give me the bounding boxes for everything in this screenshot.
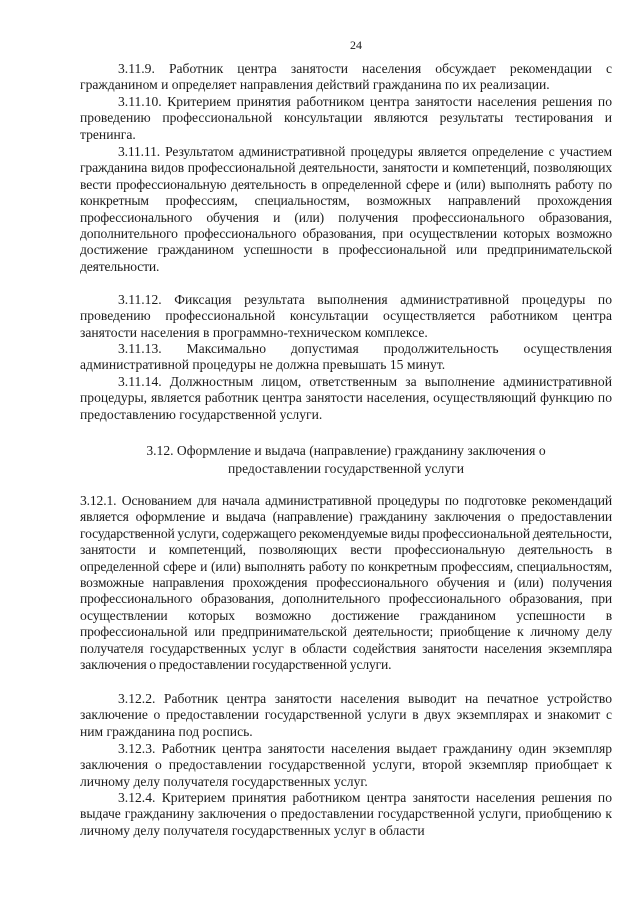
document-page (80, 0, 612, 905)
paragraph-3-11-12: 3.11.12. Фиксация результата выполнения административной процедуры по проведению профессиональной консультации осуществляется работником центра занятости населения в программно-техническом комплексе. (80, 292, 612, 340)
paragraph-3-11-10: 3.11.10. Критерием принятия работником центра занятости населения решения по проведению профессиональной консультации являются результаты тестирования и тренинга. (80, 94, 612, 142)
paragraph-3-11-9: 3.11.9. Работник центра занятости населения обсуждает рекомендации с гражданином и определяет направления действий гражданина по их реализации. (80, 61, 612, 93)
paragraph-3-11-14: 3.11.14. Должностным лицом, ответственным за выполнение административной процедуры, является работник центра занятости населения, осуществляющий функцию по предоставлению государственной услуги. (80, 374, 612, 422)
page-number: 24 (350, 38, 362, 52)
paragraph-3-12-4: 3.12.4. Критерием принятия работником центра занятости населения решения по выдаче гражданину заключения о предоставлении государственной услуги, приобщению к личному делу получателя государственных услуг в области (80, 790, 612, 838)
paragraph-3-12-1: 3.12.1. Основанием для начала административной процедуры по подготовке рекомендаций является оформление и выдача (направление) гражданину заключения о предоставлении государственной услуги, содержащего рекомендуемые виды профессиональной деятельности, занятости и компетенций, позволяющих вести профессиональную деятельность в определенной сфере и (или) выполнять работу по конкретным профессиям, специальностям, возможные направления прохождения профессионального обучения и (или) получения профессионального образования, дополнительного профессионального образования, при осуществлении которых возможно достижение гражданином успешности в профессиональной или предпринимательской деятельности; приобщение к личному делу получателя государственных услуг в области содействия занятости населения экземпляра заключения о предоставлении государственной услуги. (80, 493, 612, 673)
paragraph-3-11-13: 3.11.13. Максимально допустимая продолжительность осуществления административной процедуры не должна превышать 15 минут. (80, 341, 612, 373)
section-heading-line-1: 3.12. Оформление и выдача (направление) гражданину заключения о (146, 443, 546, 458)
section-heading-line-2: предоставлении государственной услуги (228, 461, 464, 476)
section-heading (80, 442, 612, 478)
paragraph-3-12-2: 3.12.2. Работник центра занятости населения выводит на печатное устройство заключение о предоставлении государственной услуги в двух экземплярах и знакомит с ним гражданина под роспись. (80, 691, 612, 739)
paragraph-3-11-11: 3.11.11. Результатом административной процедуры является определение с участием гражданина видов профессиональной деятельности, занятости и компетенций, позволяющих вести профессиональную деятельность в определенной сфере и (или) выполнять работу по конкретным профессиям, специальностям, возможных направлений прохождения профессионального обучения и (или) получения профессионального образования, дополнительного профессионального образования, при осуществлении которых возможно достижение гражданином успешности в профессиональной или предпринимательской деятельности. (80, 144, 612, 274)
paragraph-3-12-3: 3.12.3. Работник центра занятости населения выдает гражданину один экземпляр заключения о предоставлении государственной услуги, второй экземпляр приобщает к личному делу получателя государственных услуг. (80, 741, 612, 789)
